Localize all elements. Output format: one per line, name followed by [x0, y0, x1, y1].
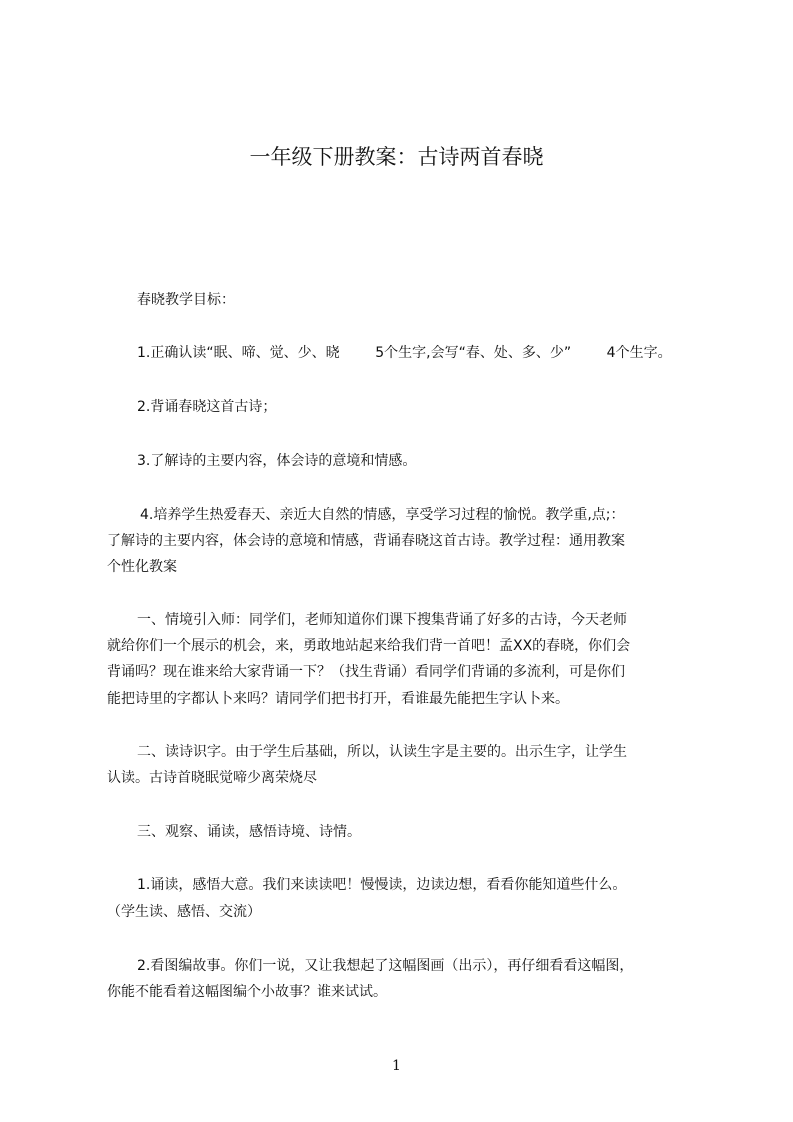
text-line-section-3-item-1: 1.诵读，感悟大意。我们来读读吧！慢慢读，边读边想，看看你能知道些什么。: [137, 877, 627, 893]
text-line-section-1-cont-1: 就给你们一个展示的机会，来，勇敢地站起来给我们背一首吧！孟XX的春晓，你们会: [107, 638, 631, 654]
text-line-section-1: 一、情境引入师：同学们，老师知道你们课下搜集背诵了好多的古诗，今天老师: [137, 612, 627, 628]
text-line-section-3-item-1-cont: （学生读、感悟、交流）: [107, 904, 261, 920]
text-line-goal-4-cont-2: 个性化教案: [107, 559, 177, 575]
page-number: 1: [392, 1058, 401, 1074]
document-title: 一年级下册教案：古诗两首春晓: [249, 145, 544, 169]
text-line-section-2-cont-1: 认读。古诗首晓眠觉啼少离荣烧尽: [107, 770, 317, 786]
text-line-section-2: 二、读诗识字。由于学生后基础，所以，认读生字是主要的。出示生字，让学生: [137, 744, 627, 760]
text-line-section-3-item-2: 2.看图编故事。你们一说，又让我想起了这幅图画（出示），再仔细看看这幅图，: [137, 958, 634, 974]
text-line-section-1-cont-2: 背诵吗？现在谁来给大家背诵一下？（找生背诵）看同学们背诵的多流利，可是你们: [107, 664, 625, 680]
text-line-goal-2: 2.背诵春晓这首古诗；: [137, 399, 277, 415]
text-line-goal-4-cont-1: 了解诗的主要内容，体会诗的意境和情感，背诵春晓这首古诗。教学过程：通用教案: [107, 533, 625, 549]
text-line-goals-heading: 春晓教学目标：: [137, 292, 235, 308]
text-line-goal-4: 4.培养学生热爱春天、亲近大自然的情感，享受学习过程的愉悦。教学重,点;：: [140, 507, 625, 523]
text-line-goal-3: 3.了解诗的主要内容，体会诗的意境和情感。: [137, 453, 417, 469]
text-line-section-3: 三、观察、诵读，感悟诗境、诗情。: [137, 824, 361, 840]
text-line-section-3-item-2-cont: 你能不能看着这幅图编个小故事？谁来试试。: [107, 984, 387, 1000]
text-line-section-1-cont-3: 能把诗里的字都认卜来吗？请同学们把书打开，看谁最先能把生字认卜来。: [107, 691, 569, 707]
text-line-goal-1: 1.正确认读“眠、啼、觉、少、晓 5个生字,会写“春、处、多、少” 4个生字。: [137, 345, 672, 361]
